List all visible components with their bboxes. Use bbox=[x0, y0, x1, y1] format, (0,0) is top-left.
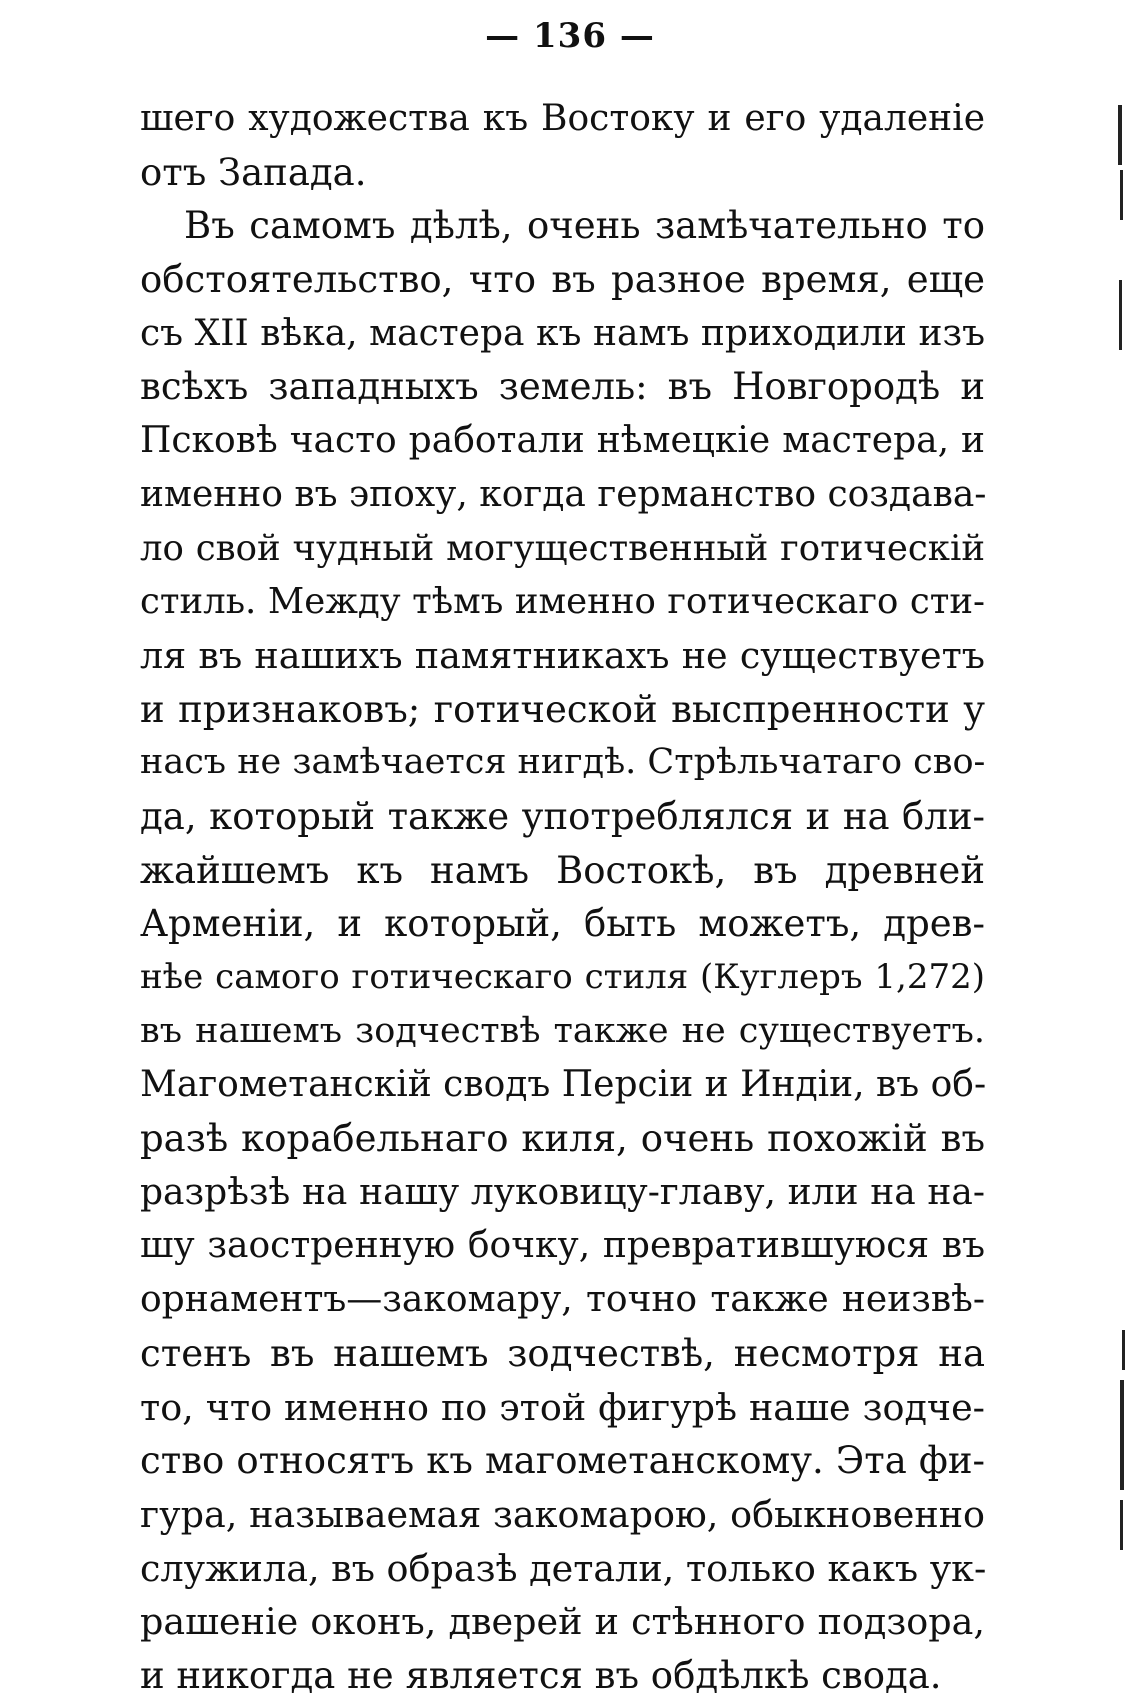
text-line: насъ не замѣчается нигдѣ. Стрѣльчатаго сво- bbox=[140, 742, 986, 783]
text-line: съ XII вѣка, мастера къ намъ приходили изъ bbox=[140, 312, 985, 354]
text-line: нѣе самого готическаго стиля (Куглеръ 1,272) bbox=[140, 957, 985, 997]
text-line: обстоятельство, что въ разное время, еще bbox=[140, 258, 985, 302]
text-line: Магометанскій сводъ Персіи и Индіи, въ об- bbox=[140, 1064, 987, 1106]
scan-mark bbox=[1120, 170, 1123, 220]
text-line: орнаментъ—закомару, точно также неизвѣ- bbox=[140, 1279, 985, 1321]
text-line: рашеніе оконъ, дверей и стѣнного подзора, bbox=[140, 1600, 985, 1644]
text-line: ля въ нашихъ памятникахъ не существуетъ bbox=[140, 633, 985, 677]
text-line: отъ Запада. bbox=[140, 150, 367, 194]
text-line: шу заостренную бочку, превратившуюся въ bbox=[140, 1225, 985, 1267]
text-line: и никогда не является въ обдѣлкѣ свода. bbox=[140, 1653, 942, 1697]
text-line: ло свой чудный могущественный готическій bbox=[140, 527, 985, 569]
scan-mark bbox=[1119, 280, 1122, 350]
scan-mark bbox=[1120, 1500, 1123, 1550]
text-line: служила, въ образѣ детали, только какъ ук- bbox=[140, 1546, 987, 1590]
scan-mark bbox=[1122, 1330, 1125, 1370]
text-line: ство относятъ къ магометанскому. Эта фи- bbox=[140, 1439, 985, 1483]
text-line: стиль. Между тѣмъ именно готическаго сти- bbox=[140, 581, 985, 623]
text-line: въ нашемъ зодчествѣ также не существуетъ. bbox=[140, 1010, 985, 1051]
body-text bbox=[140, 92, 985, 1703]
scan-mark bbox=[1118, 105, 1122, 165]
text-line: жайшемъ къ намъ Востокѣ, въ древней bbox=[140, 848, 985, 892]
text-line: Псковѣ часто работали нѣмецкіе мастера, и bbox=[140, 420, 985, 462]
text-line: разрѣзѣ на нашу луковицу-главу, или на на- bbox=[140, 1171, 985, 1213]
page-number: — 136 — bbox=[485, 16, 655, 56]
text-line: стенъ въ нашемъ зодчествѣ, несмотря на bbox=[140, 1331, 985, 1375]
text-line: именно въ эпоху, когда германство создава- bbox=[140, 473, 987, 515]
text-line: разѣ корабельнаго киля, очень похожій въ bbox=[140, 1117, 985, 1161]
text-line: Въ самомъ дѣлѣ, очень замѣчательно то bbox=[184, 204, 985, 248]
text-line: Арменіи, и который, быть можетъ, древ- bbox=[140, 902, 985, 946]
text-line: то, что именно по этой фигурѣ наше зодче- bbox=[140, 1385, 985, 1429]
text-line: всѣхъ западныхъ земель: въ Новгородѣ и bbox=[140, 365, 985, 409]
scan-mark bbox=[1120, 1380, 1124, 1490]
text-line: шего художества къ Востоку и его удаленіе bbox=[140, 98, 985, 139]
text-line: гура, называемая закомарою, обыкновенно bbox=[140, 1492, 985, 1536]
text-line: и признаковъ; готической выспренности у bbox=[140, 687, 985, 731]
text-line: да, который также употреблялся и на бли- bbox=[140, 794, 985, 838]
